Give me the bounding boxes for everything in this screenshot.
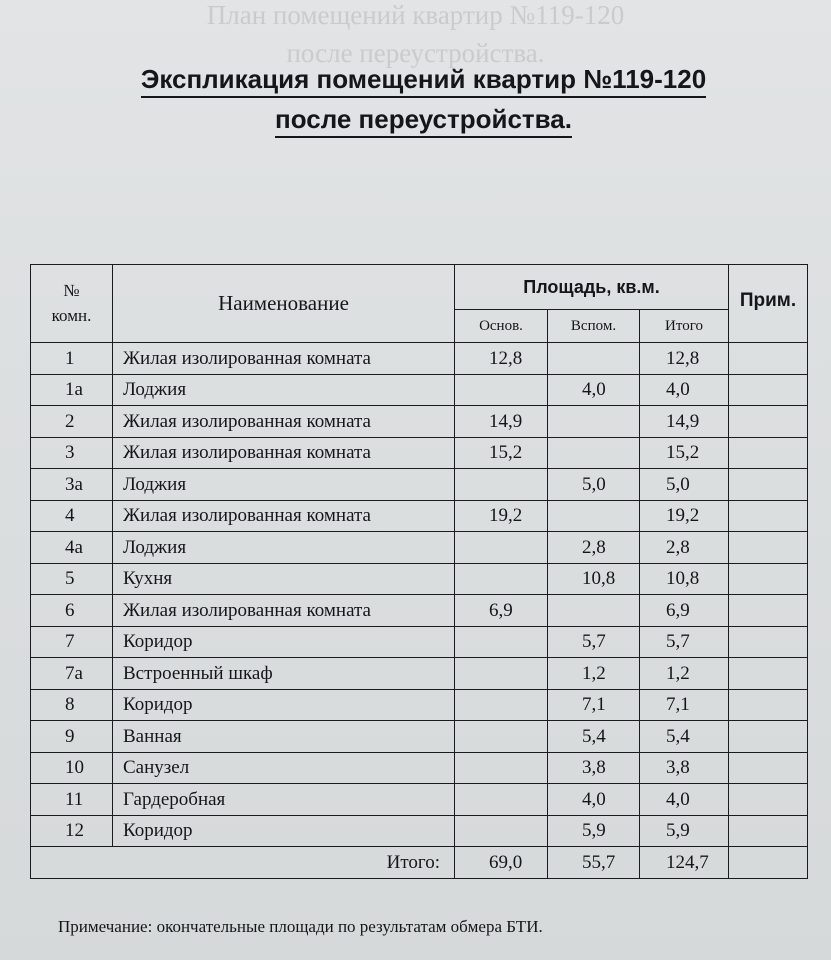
- notes-cell: [729, 658, 808, 690]
- table-row: [31, 658, 808, 690]
- table-row: [31, 752, 808, 784]
- table-row: [31, 626, 808, 658]
- header-area-total: Итого: [640, 310, 729, 343]
- main-area-cell: [455, 374, 548, 406]
- notes-cell: [729, 374, 808, 406]
- main-area-cell: [455, 532, 548, 564]
- total-area-cell: 19,2: [640, 500, 729, 532]
- explication-table: [30, 264, 808, 879]
- total-area-cell: 12,8: [640, 343, 729, 375]
- main-area-cell: 6,9: [455, 595, 548, 627]
- room-name-cell: Лоджия: [113, 532, 455, 564]
- table-row: [31, 815, 808, 847]
- room-name-cell: Лоджия: [113, 374, 455, 406]
- notes-cell: [729, 500, 808, 532]
- totals-row: [31, 847, 808, 879]
- auxiliary-area-cell: 5,0: [548, 469, 640, 501]
- header-area-auxiliary: Вспом.: [548, 310, 640, 343]
- table-body: [31, 343, 808, 847]
- room-name-cell: Ванная: [113, 721, 455, 753]
- total-area-cell: 5,7: [640, 626, 729, 658]
- table-row: [31, 437, 808, 469]
- document-title-line-2: [8, 106, 831, 132]
- total-area-cell: 2,8: [640, 532, 729, 564]
- auxiliary-area-cell: 2,8: [548, 532, 640, 564]
- total-area-cell: 5,9: [640, 815, 729, 847]
- room-number-cell: 9: [31, 721, 113, 753]
- room-number-cell: 12: [31, 815, 113, 847]
- notes-cell: [729, 437, 808, 469]
- main-area-cell: 19,2: [455, 500, 548, 532]
- notes-cell: [729, 406, 808, 438]
- main-area-cell: [455, 752, 548, 784]
- table-row: [31, 595, 808, 627]
- totals-label: Итого:: [31, 847, 455, 879]
- notes-cell: [729, 532, 808, 564]
- notes-cell: [729, 343, 808, 375]
- auxiliary-area-cell: 10,8: [548, 563, 640, 595]
- room-number-cell: 1: [31, 343, 113, 375]
- table-row: [31, 784, 808, 816]
- document-title-text-2: после переустройства.: [275, 104, 572, 138]
- table-row: [31, 689, 808, 721]
- header-notes: Прим.: [729, 265, 808, 343]
- total-area-cell: 5,4: [640, 721, 729, 753]
- header-area: Площадь, кв.м.: [455, 265, 729, 310]
- total-area-cell: 7,1: [640, 689, 729, 721]
- room-number-cell: 5: [31, 563, 113, 595]
- notes-cell: [729, 689, 808, 721]
- auxiliary-area-cell: 4,0: [548, 374, 640, 406]
- room-name-cell: Коридор: [113, 689, 455, 721]
- ghost-header-line-1: План помещений квартир №119-120: [206, 0, 625, 30]
- room-name-cell: Встроенный шкаф: [113, 658, 455, 690]
- notes-cell: [729, 469, 808, 501]
- room-name-cell: Жилая изолированная комната: [113, 595, 455, 627]
- room-number-cell: 1а: [31, 374, 113, 406]
- main-area-cell: [455, 784, 548, 816]
- header-room-number: [31, 265, 113, 343]
- notes-cell: [729, 752, 808, 784]
- main-area-cell: [455, 721, 548, 753]
- room-number-cell: 7: [31, 626, 113, 658]
- notes-cell: [729, 595, 808, 627]
- main-area-cell: 12,8: [455, 343, 548, 375]
- main-area-cell: [455, 658, 548, 690]
- room-name-cell: Коридор: [113, 626, 455, 658]
- total-area-cell: 15,2: [640, 437, 729, 469]
- header-room-number-label: комн.: [51, 305, 92, 325]
- notes-cell: [729, 626, 808, 658]
- room-name-cell: Жилая изолированная комната: [113, 406, 455, 438]
- auxiliary-area-cell: [548, 406, 640, 438]
- table-row: [31, 532, 808, 564]
- table-header: [31, 265, 808, 343]
- room-name-cell: Санузел: [113, 752, 455, 784]
- room-name-cell: Жилая изолированная комната: [113, 500, 455, 532]
- room-number-cell: 10: [31, 752, 113, 784]
- total-area-cell: 4,0: [640, 374, 729, 406]
- totals-total-area: 124,7: [640, 847, 729, 879]
- auxiliary-area-cell: 5,9: [548, 815, 640, 847]
- table-footer: [31, 847, 808, 879]
- notes-cell: [729, 815, 808, 847]
- auxiliary-area-cell: 3,8: [548, 752, 640, 784]
- notes-cell: [729, 563, 808, 595]
- auxiliary-area-cell: 5,7: [548, 626, 640, 658]
- header-area-main: Основ.: [455, 310, 548, 343]
- main-area-cell: 15,2: [455, 437, 548, 469]
- total-area-cell: 10,8: [640, 563, 729, 595]
- auxiliary-area-cell: [548, 343, 640, 375]
- room-name-cell: Гардеробная: [113, 784, 455, 816]
- main-area-cell: 14,9: [455, 406, 548, 438]
- total-area-cell: 1,2: [640, 658, 729, 690]
- table-row: [31, 469, 808, 501]
- total-area-cell: 6,9: [640, 595, 729, 627]
- room-number-cell: 3а: [31, 469, 113, 501]
- room-number-cell: 4а: [31, 532, 113, 564]
- room-name-cell: Жилая изолированная комната: [113, 437, 455, 469]
- totals-main-area: 69,0: [455, 847, 548, 879]
- ghost-header-line-2: после переустройства.: [286, 38, 545, 68]
- auxiliary-area-cell: 4,0: [548, 784, 640, 816]
- auxiliary-area-cell: 5,4: [548, 721, 640, 753]
- main-area-cell: [455, 815, 548, 847]
- room-number-cell: 3: [31, 437, 113, 469]
- notes-cell: [729, 784, 808, 816]
- table-row: [31, 343, 808, 375]
- document-title-line-1: [8, 66, 831, 92]
- auxiliary-area-cell: [548, 595, 640, 627]
- main-area-cell: [455, 563, 548, 595]
- header-room-number-symbol: №: [63, 280, 80, 300]
- header-name: Наименование: [113, 265, 455, 343]
- total-area-cell: 4,0: [640, 784, 729, 816]
- room-number-cell: 4: [31, 500, 113, 532]
- totals-auxiliary-area: 55,7: [548, 847, 640, 879]
- table-row: [31, 563, 808, 595]
- room-number-cell: 7а: [31, 658, 113, 690]
- document-title-text-1: Экспликация помещений квартир №119-120: [141, 64, 706, 98]
- table-row: [31, 374, 808, 406]
- auxiliary-area-cell: [548, 500, 640, 532]
- total-area-cell: 5,0: [640, 469, 729, 501]
- auxiliary-area-cell: 7,1: [548, 689, 640, 721]
- total-area-cell: 14,9: [640, 406, 729, 438]
- main-area-cell: [455, 469, 548, 501]
- main-area-cell: [455, 689, 548, 721]
- room-name-cell: Лоджия: [113, 469, 455, 501]
- table-row: [31, 500, 808, 532]
- room-number-cell: 11: [31, 784, 113, 816]
- main-area-cell: [455, 626, 548, 658]
- room-name-cell: Кухня: [113, 563, 455, 595]
- room-name-cell: Жилая изолированная комната: [113, 343, 455, 375]
- room-number-cell: 2: [31, 406, 113, 438]
- auxiliary-area-cell: 1,2: [548, 658, 640, 690]
- room-name-cell: Коридор: [113, 815, 455, 847]
- total-area-cell: 3,8: [640, 752, 729, 784]
- room-number-cell: 6: [31, 595, 113, 627]
- auxiliary-area-cell: [548, 437, 640, 469]
- totals-notes: [729, 847, 808, 879]
- table-row: [31, 721, 808, 753]
- footnote: Примечание: окончательные площади по результатам обмера БТИ.: [58, 917, 543, 936]
- room-number-cell: 8: [31, 689, 113, 721]
- notes-cell: [729, 721, 808, 753]
- table-row: [31, 406, 808, 438]
